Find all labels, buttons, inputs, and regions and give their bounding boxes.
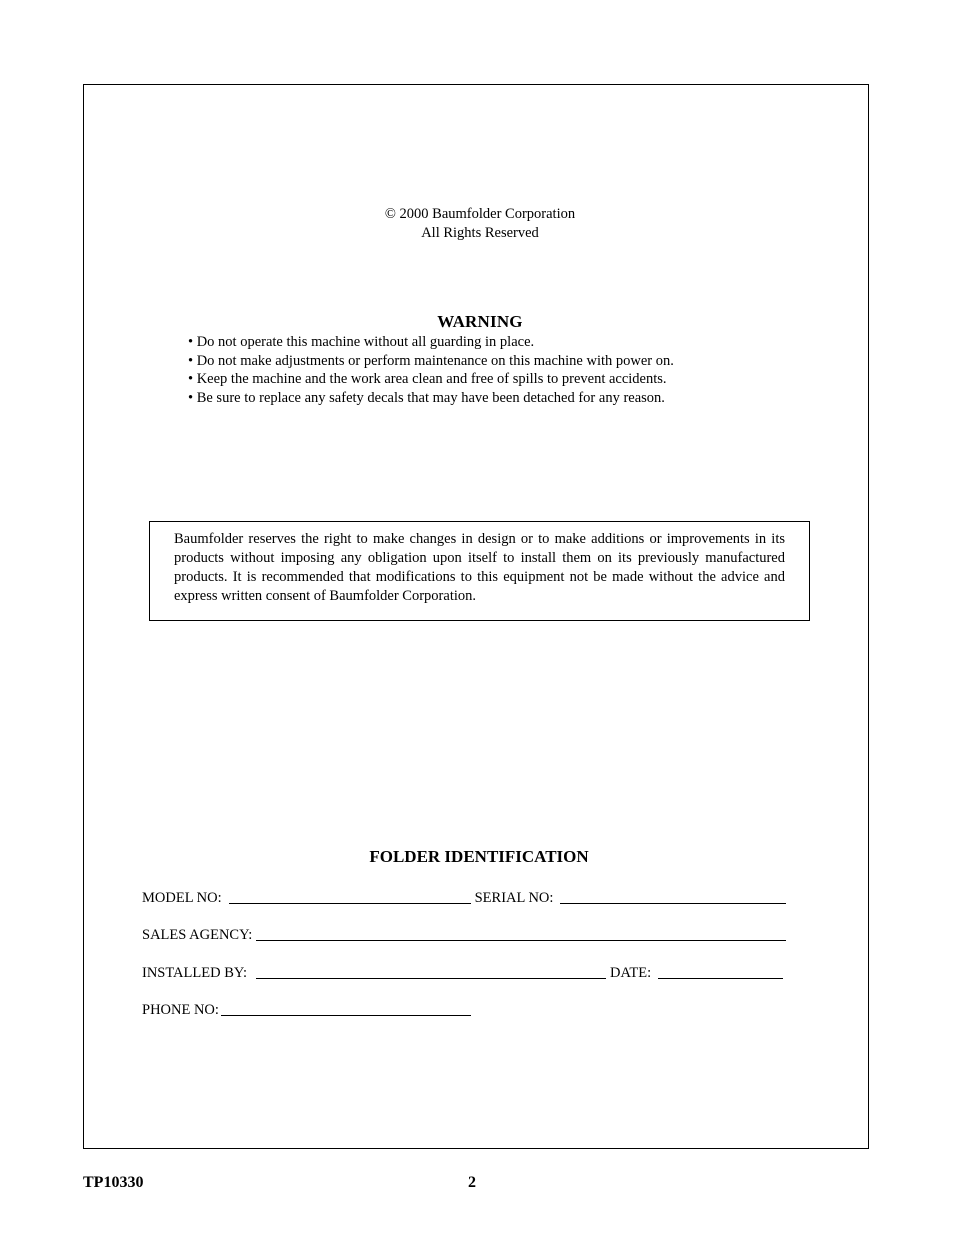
- date-label: DATE:: [610, 965, 652, 981]
- folder-identification-heading: FOLDER IDENTIFICATION: [369, 847, 589, 866]
- installed-by-field[interactable]: [256, 964, 606, 979]
- serial-no-field[interactable]: [560, 889, 786, 904]
- warning-item: • Do not operate this machine without all guarding in place.: [188, 334, 535, 350]
- sales-agency-label: SALES AGENCY:: [142, 927, 253, 943]
- phone-no-field[interactable]: [221, 1001, 471, 1016]
- warning-item: • Be sure to replace any safety decals that may have been detached for any reason.: [188, 389, 665, 406]
- warning-item: • Do not make adjustments or perform maintenance on this machine with power on.: [188, 352, 674, 369]
- serial-no-label: SERIAL NO:: [474, 890, 554, 906]
- warning-heading: WARNING: [437, 312, 523, 331]
- installed-date-row: [142, 964, 783, 982]
- design-change-notice: Baumfolder reserves the right to make changes in design or to make additions or improvements in its products without imposing any obligation upon itself to install them on its previously manufactured products. It is recommended that modifications to this equipment not be made without the advice and express written consent of Baumfolder Corporation.: [149, 521, 810, 621]
- copyright-notice: [0, 205, 954, 243]
- model-serial-row: [142, 889, 786, 907]
- installed-by-label: INSTALLED BY:: [142, 965, 248, 981]
- warning-list: [188, 333, 674, 407]
- phone-row: [142, 1001, 471, 1019]
- phone-no-label: PHONE NO:: [142, 1002, 219, 1018]
- sales-agency-row: [142, 926, 786, 944]
- copyright-line: © 2000 Baumfolder Corporation: [384, 206, 576, 222]
- model-no-field[interactable]: [229, 889, 471, 904]
- page-number: 2: [468, 1174, 476, 1191]
- date-field[interactable]: [658, 964, 783, 979]
- model-no-label: MODEL NO:: [142, 890, 222, 906]
- sales-agency-field[interactable]: [256, 926, 786, 941]
- rights-reserved-line: All Rights Reserved: [421, 225, 539, 241]
- warning-item: • Keep the machine and the work area clean and free of spills to prevent accidents.: [188, 371, 667, 388]
- document-number: TP10330: [83, 1174, 144, 1191]
